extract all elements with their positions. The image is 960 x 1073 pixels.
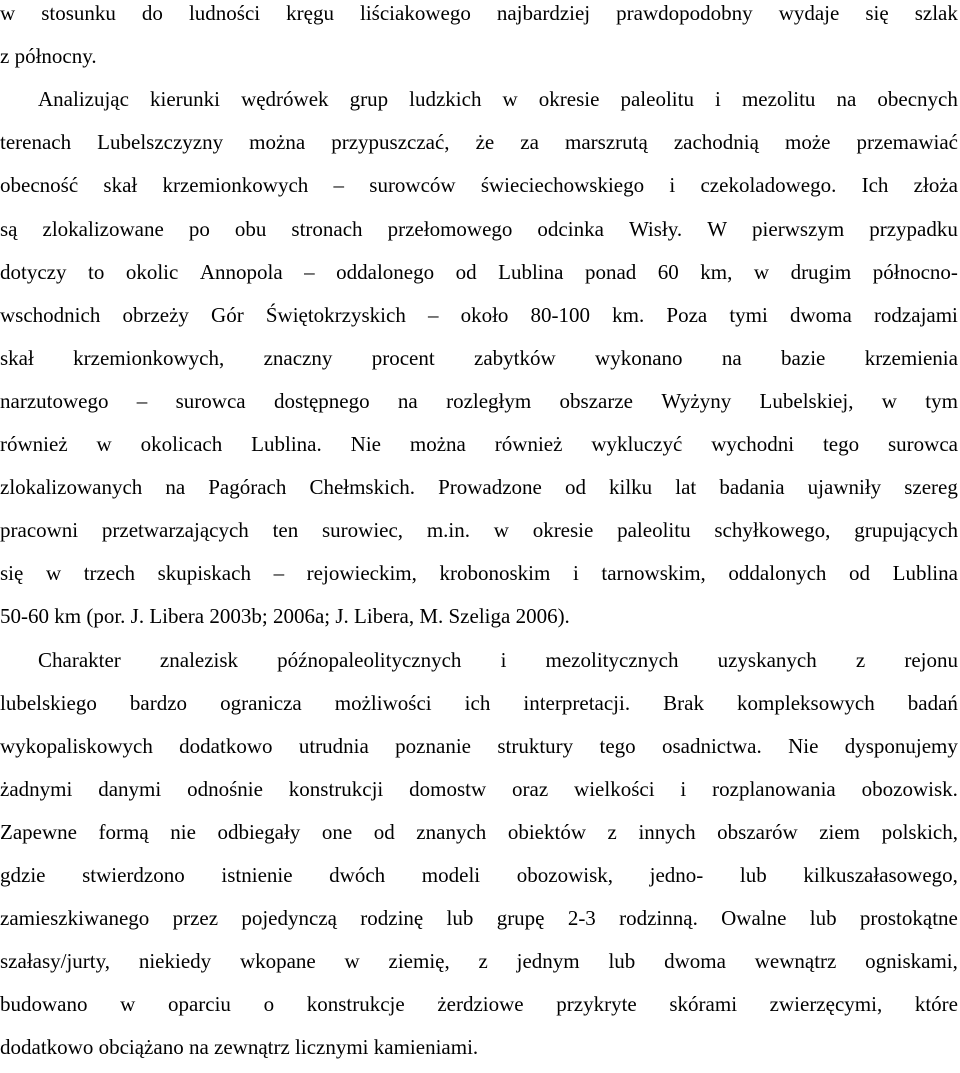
text-line <box>0 989 958 1019</box>
word: skał <box>0 345 34 370</box>
word: Nie <box>350 432 381 456</box>
word: przetwarzających <box>101 518 249 543</box>
word: domostw <box>409 776 487 801</box>
word: w <box>120 992 136 1017</box>
word: tego <box>822 432 860 456</box>
word: znanych <box>416 819 487 844</box>
text-line: dodatkowo obciążano na zewnątrz licznymi kamieniami. <box>0 1035 479 1060</box>
word: tymi <box>729 302 768 327</box>
word: ich <box>464 690 491 715</box>
word: danymi <box>98 776 162 801</box>
word: skupiskach <box>157 561 251 586</box>
text-line <box>0 214 958 244</box>
word: z <box>855 647 866 672</box>
word: rodzinę <box>360 906 424 931</box>
word: badań <box>907 690 958 715</box>
word: w <box>96 432 112 456</box>
word: możliwości <box>334 690 432 715</box>
word: mezolitycznych <box>545 647 679 672</box>
word: Chełmskich. <box>309 475 416 500</box>
word: wykonano <box>595 345 683 370</box>
word: w <box>45 561 62 586</box>
word: ponad <box>584 259 637 284</box>
word: o <box>263 992 275 1017</box>
word: i <box>572 561 579 586</box>
word: żerdziowe <box>437 992 524 1017</box>
word: kompleksowych <box>737 690 875 715</box>
word: Świętokrzyskich <box>265 302 406 327</box>
text-line <box>0 860 958 890</box>
word: oddalonych <box>728 561 827 586</box>
word: paleolitu <box>617 518 691 543</box>
word: grupujących <box>854 518 958 543</box>
word: kierunki <box>150 87 220 112</box>
word: m.in. <box>426 518 470 543</box>
text-line <box>0 170 958 200</box>
word: się <box>865 1 889 25</box>
word: konstrukcji <box>288 776 384 801</box>
word: znalezisk <box>159 647 239 672</box>
word: od <box>455 259 477 284</box>
word: Gór <box>211 302 244 327</box>
word: budowano <box>0 992 88 1017</box>
word: za <box>520 130 539 155</box>
word: rodzajami <box>873 302 958 327</box>
word: w <box>0 1 16 25</box>
text-line <box>0 300 958 330</box>
word: zlokalizowanych <box>0 475 143 500</box>
word: niekiedy <box>138 949 212 974</box>
word: kilkuszałasowego, <box>803 863 958 887</box>
text-line <box>38 645 958 675</box>
word: najbardziej <box>496 1 591 25</box>
word: można <box>249 130 306 155</box>
text-line <box>0 688 958 718</box>
word: dostępnego <box>273 388 370 413</box>
word: km, <box>700 259 733 284</box>
word: surowca <box>175 388 246 413</box>
word: ogniskami, <box>865 949 958 974</box>
word: późnopaleolitycznych <box>277 647 462 672</box>
word: krzemienia <box>864 345 958 370</box>
word: krzemionkowych <box>162 173 309 198</box>
word: stosunku <box>41 1 116 25</box>
word: złoża <box>913 173 958 198</box>
word: krobonoskim <box>439 561 551 586</box>
word: w <box>493 518 509 543</box>
word: stwierdzono <box>82 863 185 887</box>
text-line: 50-60 km (por. J. Libera 2003b; 2006a; J. Libera, M. Szeliga 2006). <box>0 604 570 629</box>
word: świeciechowskiego <box>480 173 645 198</box>
word: km. <box>612 302 645 327</box>
word: wschodnich <box>0 302 101 327</box>
word: innych <box>638 819 696 844</box>
word: dodatkowo <box>179 733 273 758</box>
word: na <box>721 345 742 370</box>
text-line <box>38 84 958 114</box>
word: w <box>344 949 360 974</box>
word: obozowisk. <box>861 776 958 801</box>
word: 2-3 <box>567 906 596 931</box>
word: Ich <box>861 173 889 198</box>
word: Lublina <box>892 561 958 586</box>
word: szlak <box>914 1 958 25</box>
word: prawdopodobny <box>616 1 753 25</box>
word: nie <box>170 819 196 844</box>
word: dwóch <box>329 863 386 887</box>
word: rozplanowania <box>712 776 836 801</box>
text-line <box>0 731 958 761</box>
word: zamieszkiwanego <box>0 906 150 931</box>
word: poznanie <box>395 733 471 758</box>
word: zlokalizowane <box>42 216 164 241</box>
text-line: z północny. <box>0 44 97 69</box>
word: grupę <box>496 906 545 931</box>
word: które <box>914 992 958 1017</box>
word: oparciu <box>167 992 231 1017</box>
word: pojedynczą <box>241 906 337 931</box>
word: rodzinną. <box>619 906 698 931</box>
word: tym <box>925 388 958 413</box>
word: paleolitu <box>620 87 694 112</box>
word: przypadku <box>869 216 958 241</box>
word: terenach <box>0 130 72 155</box>
word: zabytków <box>474 345 556 370</box>
word: okresie <box>538 87 600 112</box>
word: drugim <box>790 259 852 284</box>
word: utrudnia <box>298 733 369 758</box>
word: wkopane <box>239 949 316 974</box>
text-line <box>0 558 958 588</box>
word: i <box>715 87 721 112</box>
word: krzemionkowych, <box>73 345 225 370</box>
word: również <box>0 432 68 456</box>
word: okolicach <box>140 432 223 456</box>
word: kilku <box>609 475 653 500</box>
word: dotyczy <box>0 259 67 284</box>
text-line <box>0 817 958 847</box>
word: odnośnie <box>187 776 263 801</box>
word: przez <box>172 906 219 931</box>
word: około <box>460 302 509 327</box>
word: obecnych <box>877 87 958 112</box>
word: lub <box>446 906 474 931</box>
word: i <box>500 647 507 672</box>
word: zwierzęcymi, <box>769 992 883 1017</box>
word: tarnowskim, <box>601 561 706 586</box>
word: grup <box>349 87 389 112</box>
word: procent <box>371 345 435 370</box>
word: przypuszczać, <box>331 130 450 155</box>
word: przemawiać <box>856 130 958 155</box>
word: marszrutą <box>565 130 648 155</box>
word: – <box>427 302 439 327</box>
word: 60 <box>657 259 679 284</box>
text-line <box>0 429 958 459</box>
word: że <box>475 130 495 155</box>
word: narzutowego <box>0 388 109 413</box>
word: wewnątrz <box>754 949 837 974</box>
word: i <box>680 776 687 801</box>
word: wielkości <box>574 776 655 801</box>
word: przykryte <box>556 992 637 1017</box>
word: skórami <box>669 992 738 1017</box>
word: żadnymi <box>0 776 73 801</box>
word: wykopaliskowych <box>0 733 153 758</box>
word: interpretacji. <box>523 690 631 715</box>
text-line <box>0 343 958 373</box>
word: obu <box>234 216 267 241</box>
word: wydaje <box>778 1 840 25</box>
word: na <box>397 388 418 413</box>
text-line <box>0 472 958 502</box>
word: odcinka <box>537 216 604 241</box>
word: dysponujemy <box>844 733 958 758</box>
word: pierwszym <box>752 216 845 241</box>
word: stronach <box>291 216 363 241</box>
word: istnienie <box>221 863 293 887</box>
word: Lublina. <box>251 432 322 456</box>
word: okresie <box>532 518 594 543</box>
word: okolic <box>125 259 179 284</box>
word: wykluczyć <box>591 432 683 456</box>
word: od <box>564 475 586 500</box>
word: czekoladowego. <box>700 173 837 198</box>
word: Wyżyny <box>661 388 732 413</box>
word: liściakowego <box>360 1 471 25</box>
word: przełomowego <box>387 216 513 241</box>
word: – <box>304 259 315 284</box>
word: znaczny <box>263 345 333 370</box>
word: od <box>373 819 395 844</box>
word: dwoma <box>789 302 852 327</box>
word: rejonu <box>904 647 958 672</box>
word: bardzo <box>129 690 188 715</box>
word: ludności <box>188 1 261 25</box>
word: Poza <box>666 302 708 327</box>
word: zachodnią <box>673 130 759 155</box>
text-line <box>0 127 958 157</box>
word: szereg <box>904 475 958 500</box>
word: obiektów <box>507 819 586 844</box>
word: – <box>273 561 285 586</box>
word: struktury <box>497 733 574 758</box>
word: Lubelskiej, <box>759 388 854 413</box>
word: one <box>321 819 353 844</box>
word: z <box>607 819 617 844</box>
word: oraz <box>512 776 549 801</box>
word: i <box>669 173 676 198</box>
word: polskich, <box>881 819 958 844</box>
word: rozległym <box>446 388 532 413</box>
word: odbiegały <box>217 819 301 844</box>
word: można <box>409 432 466 456</box>
word: lub <box>608 949 636 974</box>
word: kręgu <box>286 1 334 25</box>
word: dwoma <box>664 949 726 974</box>
word: Lubelszczyzny <box>97 130 224 155</box>
word: surowców <box>369 173 456 198</box>
word: obszarze <box>559 388 633 413</box>
text-line <box>0 515 958 545</box>
word: w <box>753 259 770 284</box>
word: w <box>502 87 518 112</box>
word: lub <box>809 906 837 931</box>
word: obszarów <box>717 819 798 844</box>
word: to <box>87 259 105 284</box>
text-line <box>0 946 958 976</box>
word: na <box>836 87 857 112</box>
word: do <box>141 1 163 25</box>
word: W <box>707 216 728 241</box>
word: – <box>333 173 345 198</box>
word: ujawniły <box>807 475 882 500</box>
word: prostokątne <box>859 906 958 931</box>
word: rejowieckim, <box>306 561 417 586</box>
word: z <box>478 949 488 974</box>
text-line <box>0 0 958 28</box>
word: modeli <box>421 863 481 887</box>
word: Pagórach <box>208 475 287 500</box>
word: może <box>785 130 831 155</box>
text-line <box>0 257 958 287</box>
word: lat <box>675 475 697 500</box>
word: ludzkich <box>409 87 482 112</box>
word: Annopola <box>199 259 283 284</box>
word: w <box>881 388 897 413</box>
word: oddalonego <box>336 259 435 284</box>
word: się <box>0 561 24 586</box>
word: pracowni <box>0 518 79 543</box>
word: Wisły. <box>628 216 683 241</box>
word: obrzeży <box>122 302 189 327</box>
word: wychodni <box>711 432 795 456</box>
word: Brak <box>663 690 704 715</box>
word: mezolitu <box>741 87 816 112</box>
word: ziemię, <box>388 949 450 974</box>
word: ten <box>272 518 299 543</box>
word: gdzie <box>0 863 46 887</box>
word: od <box>849 561 871 586</box>
word: Nie <box>788 733 819 758</box>
word: obozowisk, <box>516 863 613 887</box>
word: wędrówek <box>241 87 329 112</box>
word: skał <box>103 173 138 198</box>
word: Charakter <box>38 647 121 672</box>
word: również <box>494 432 563 456</box>
text-line <box>0 903 958 933</box>
word: tego <box>599 733 636 758</box>
word: formą <box>98 819 149 844</box>
word: są <box>0 216 18 241</box>
word: lub <box>739 863 767 887</box>
word: konstrukcje <box>306 992 405 1017</box>
word: surowca <box>888 432 958 456</box>
word: trzech <box>83 561 136 586</box>
word: jedno- <box>649 863 704 887</box>
word: – <box>136 388 148 413</box>
word: po <box>188 216 210 241</box>
word: Analizując <box>38 87 129 112</box>
word: Lublina <box>498 259 564 284</box>
text-line <box>0 774 958 804</box>
word: ogranicza <box>220 690 302 715</box>
word: uzyskanych <box>717 647 817 672</box>
word: jednym <box>516 949 580 974</box>
word: obecność <box>0 173 79 198</box>
word: schyłkowego, <box>714 518 831 543</box>
word: północno- <box>872 259 958 284</box>
word: bazie <box>781 345 826 370</box>
word: Prowadzone <box>438 475 542 500</box>
word: ziem <box>819 819 861 844</box>
word: 80-100 <box>530 302 591 327</box>
word: osadnictwa. <box>661 733 762 758</box>
word: szałasy/jurty, <box>0 949 111 974</box>
word: badania <box>719 475 785 500</box>
word: na <box>165 475 186 500</box>
word: Zapewne <box>0 819 77 844</box>
word: lubelskiego <box>0 690 97 715</box>
word: Owalne <box>721 906 787 931</box>
word: surowiec, <box>321 518 404 543</box>
text-line <box>0 386 958 416</box>
